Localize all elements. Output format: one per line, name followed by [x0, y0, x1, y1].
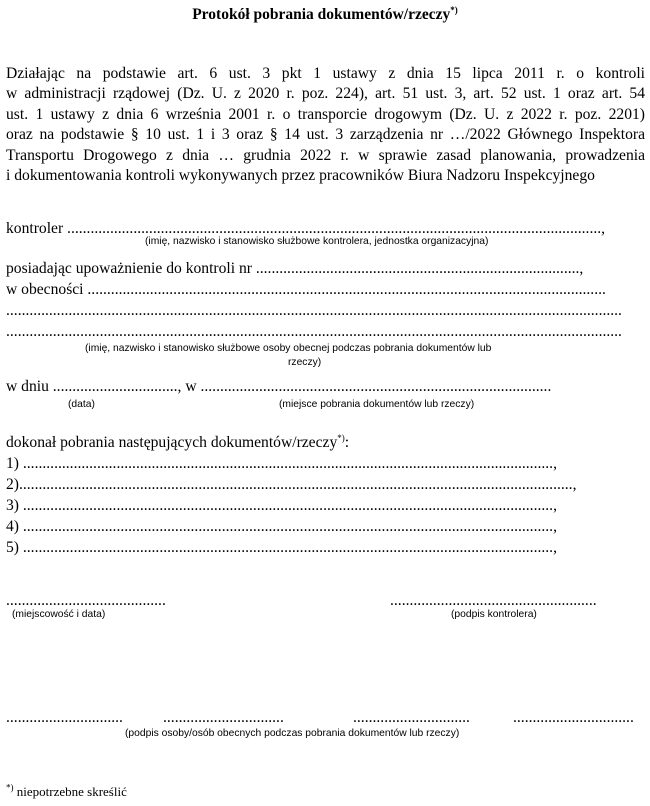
item-line-5: 5) ........................................................................................................................................, — [6, 539, 557, 556]
presence-caption: (imię, nazwisko i stanowisko służbowe osoby obecnej podczas pobrania dokumentów lub — [85, 343, 492, 354]
authorization-field: posiadając upoważnienie do kontroli nr ..................................................................................., — [6, 260, 584, 277]
place-date-caption: (miejscowość i data) — [12, 609, 106, 620]
items-heading: dokonał pobrania następujących dokumentów/rzeczy*): — [6, 432, 350, 451]
item-line-2: 2).............................................................................................................................................., — [6, 476, 577, 493]
paragraph-line: w administracji rządowej (Dz. U. z 2020 r. poz. 224), art. 51 ust. 3, art. 52 ust. 1 oraz art. 54 — [6, 85, 645, 103]
item-line-1: 1) ........................................................................................................................................, — [6, 455, 557, 472]
footnote: *) niepotrzebne skreślić — [6, 782, 127, 799]
date-place-field: w dniu ................................, w .......................................................................................... — [6, 378, 552, 395]
present-signature-line: .............................. — [353, 709, 470, 726]
presence-line-2: .............................................................................................................................................................. — [6, 302, 622, 319]
present-signature-line: ............................... — [163, 709, 284, 726]
kontroler-field: kontroler ........................................................................................................................................., — [6, 220, 606, 237]
present-signature-caption: (podpis osoby/osób obecnych podczas pobrania dokumentów lub rzeczy) — [125, 728, 460, 739]
footnote-mark: *) — [6, 782, 14, 793]
paragraph-line: ust. 1 ustawy z dnia 6 września 2001 r. o transporcie drogowym (Dz. U. z 2022 r. poz. 2201) — [6, 105, 645, 123]
paragraph-line: Działając na podstawie art. 6 ust. 3 pkt 1 ustawy z dnia 15 lipca 2011 r. o kontroli — [6, 65, 645, 82]
presence-field: w obecności ..................................................................................................................................... — [6, 281, 606, 298]
present-signature-line: ............................... — [513, 709, 634, 726]
controller-signature-caption: (podpis kontrolera) — [451, 609, 537, 620]
kontroler-caption: (imię, nazwisko i stanowisko służbowe kontrolera, jednostka organizacyjna) — [145, 236, 489, 247]
paragraph-line: oraz na podstawie § 10 ust. 1 i 3 oraz § 14 ust. 3 zarządzenia nr …/2022 Głównego Inspektora — [6, 126, 645, 144]
page-title: Protokół pobrania dokumentów/rzeczy*) — [192, 4, 458, 23]
paragraph-line: i dokumentowania kontroli wykonywanych przez pracowników Biura Nadzoru Inspekcyjnego — [6, 167, 595, 185]
item-line-3: 3) ........................................................................................................................................, — [6, 497, 557, 514]
controller-signature-line: ..................................................... — [390, 592, 597, 609]
item-line-4: 4) ........................................................................................................................................, — [6, 518, 557, 535]
presence-line-3: .............................................................................................................................................................. — [6, 323, 622, 340]
date-caption: (data) — [68, 399, 95, 410]
items-footnote-mark: *) — [337, 432, 345, 443]
presence-caption-2: rzeczy) — [288, 357, 322, 368]
place-date-signature-line: ......................................... — [6, 592, 166, 609]
present-signature-line: .............................. — [6, 709, 123, 726]
paragraph-line: Transportu Drogowego z dnia … grudnia 2022 r. w sprawie zasad planowania, prowadzenia — [6, 146, 645, 164]
legal-basis-paragraph — [6, 64, 645, 186]
place-caption: (miejsce pobrania dokumentów lub rzeczy) — [279, 399, 475, 410]
title-footnote-mark: *) — [450, 4, 458, 15]
